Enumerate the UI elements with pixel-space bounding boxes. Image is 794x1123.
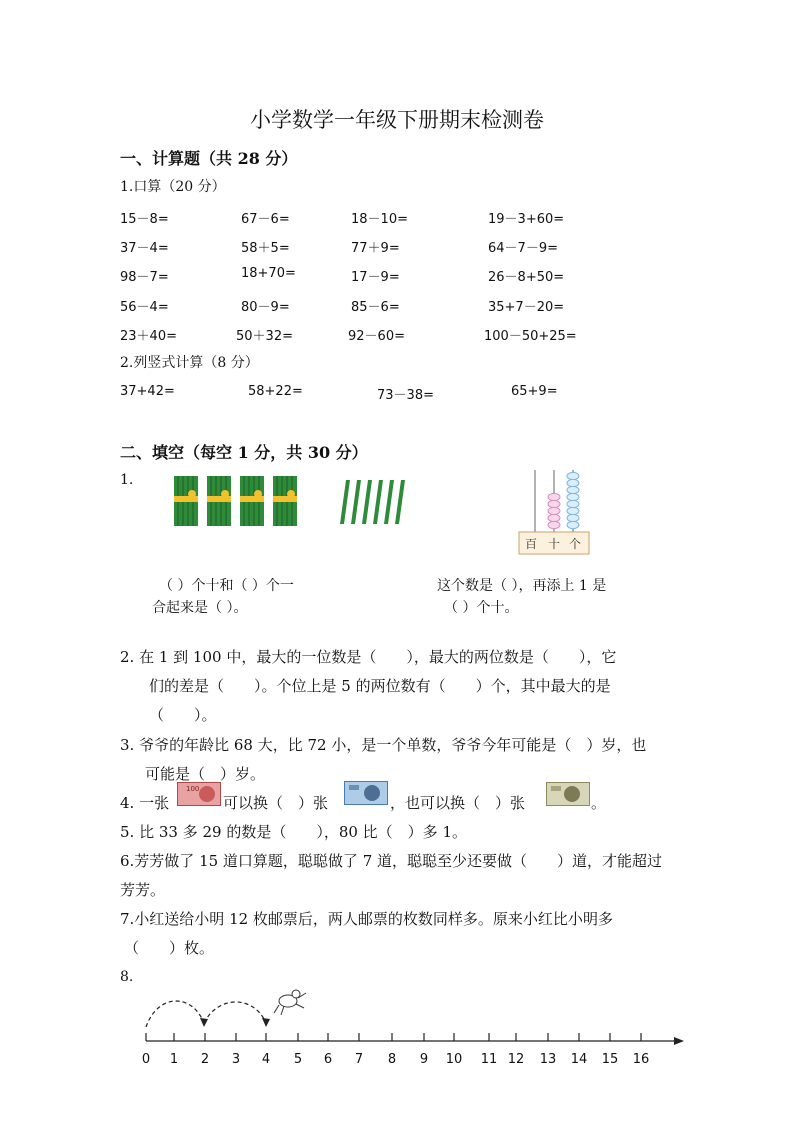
oral-item: 23＋40= [120,329,177,344]
vertical-item: 73－38= [377,388,434,403]
bundle-of-ten-icon [207,476,231,526]
q3-line1: 3. 爷爷的年龄比 68 大，比 72 小，是一个单数，爷爷今年可能是（ ）岁，也 [120,736,647,754]
single-sticks-icon [340,480,405,524]
hundred-yuan-note-icon [177,782,221,806]
tick-label: 0 [141,1052,151,1067]
oral-item: 26－8+50= [488,270,565,285]
hop-arc [146,1001,204,1027]
q2-line2: 们的差是（ ）。个位上是 5 的两位数有（ ）个，其中最大的是 [149,677,611,695]
q1-right-line1: 这个数是（ ），再添上 1 是 [437,578,607,594]
vertical-item: 65+9= [511,384,558,399]
oral-item: 85－6= [351,300,400,315]
q3-line2: 可能是（ ）岁。 [145,765,266,783]
q5-text: 5. 比 33 多 29 的数是（ ），80 比（ ）多 1。 [120,823,467,841]
q2-line3: （ ）。 [149,706,217,724]
vertical-item: 58+22= [248,384,303,399]
oral-item: 18+70= [241,266,296,281]
tick-label: 15 [601,1052,619,1067]
hop-arc [204,1002,266,1023]
q2-line1: 2. 在 1 到 100 中，最大的一位数是（ ），最大的两位数是（ ），它 [120,648,617,666]
oral-item: 77＋9= [351,241,400,256]
tick-label: 4 [261,1052,271,1067]
oral-calc-label: 1.口算（20 分） [120,179,226,195]
page-title: 小学数学一年级下册期末检测卷 [250,108,544,132]
oral-item: 98－7= [120,270,169,285]
section1-heading: 一、计算题（共 28 分） [120,149,298,168]
frog-icon [274,990,306,1015]
q7-line1: 7.小红送给小明 12 枚邮票后，两人邮票的枚数同样多。原来小红比小明多 [120,910,613,928]
q1-right-line2: （ ）个十。 [444,600,519,616]
oral-item: 92－60= [348,329,405,344]
q4-text-d: 。 [591,794,607,812]
tick-label: 13 [539,1052,557,1067]
tick-label: 8 [387,1052,397,1067]
q7-line2: （ ）枚。 [124,939,215,957]
arrow-head-icon [262,1018,270,1027]
oral-item: 64－7－9= [488,241,558,256]
tick-label: 2 [200,1052,210,1067]
tick-label: 1 [169,1052,179,1067]
q6-line2: 芳芳。 [120,881,166,899]
bundle-of-ten-icon [273,476,297,526]
vertical-calc-label: 2.列竖式计算（8 分） [120,355,259,371]
q4-text-a: 4. 一张 [120,794,170,812]
vertical-item: 37+42= [120,384,175,399]
q1-left-line2: 合起来是（ ）。 [152,600,248,616]
oral-item: 50＋32= [236,329,293,344]
oral-item: 15－8= [120,212,169,227]
abacus-label-ones: 个 [568,537,582,551]
tick-marks [146,1033,641,1041]
abacus-label-hundreds: 百 [524,537,538,551]
tick-label: 6 [323,1052,333,1067]
tick-label: 5 [293,1052,303,1067]
oral-item: 80－9= [241,300,290,315]
oral-item: 18－10= [351,212,408,227]
q4-text-c: ，也可以换（ ）张 [390,794,526,812]
tick-label: 14 [570,1052,588,1067]
abacus-illustration [517,468,593,558]
q6-line1: 6.芳芳做了 15 道口算题，聪聪做了 7 道，聪聪至少还要做（ ）道，才能超过 [120,852,663,870]
q1-number: 1. [120,472,134,488]
tick-labels [142,1052,649,1067]
q4-text-b: 可以换（ ）张 [223,794,329,812]
tens-beads [548,493,560,528]
ones-beads [567,472,579,528]
stick-bundles-illustration [172,470,417,534]
oral-item: 58＋5= [241,241,290,256]
q8-number: 8. [120,969,134,985]
fifty-yuan-note-icon [546,782,590,806]
oral-item: 19－3+60= [488,212,565,227]
note-denomination: 100 [186,785,200,793]
ten-yuan-note-icon [344,781,388,805]
oral-item: 17－9= [351,270,400,285]
section2-heading: 二、填空（每空 1 分，共 30 分） [120,443,368,462]
oral-item: 35+7－20= [488,300,565,315]
abacus-label-tens: 十 [547,537,561,551]
oral-item: 37－4= [120,241,169,256]
tick-label: 7 [354,1052,364,1067]
bundle-of-ten-icon [174,476,198,526]
tick-label: 3 [231,1052,241,1067]
q1-left-line1: （ ）个十和（ ）个一 [159,578,294,594]
oral-item: 67－6= [241,212,290,227]
arrow-head-icon [200,1018,208,1027]
oral-item: 100－50+25= [484,329,577,344]
number-line [138,985,686,1075]
tick-label: 12 [507,1052,525,1067]
tick-label: 9 [419,1052,429,1067]
tick-label: 11 [480,1052,498,1067]
axis-arrow-icon [674,1037,684,1045]
tick-label: 10 [445,1052,463,1067]
tick-label: 16 [632,1052,650,1067]
bundle-of-ten-icon [240,476,264,526]
oral-item: 56－4= [120,300,169,315]
